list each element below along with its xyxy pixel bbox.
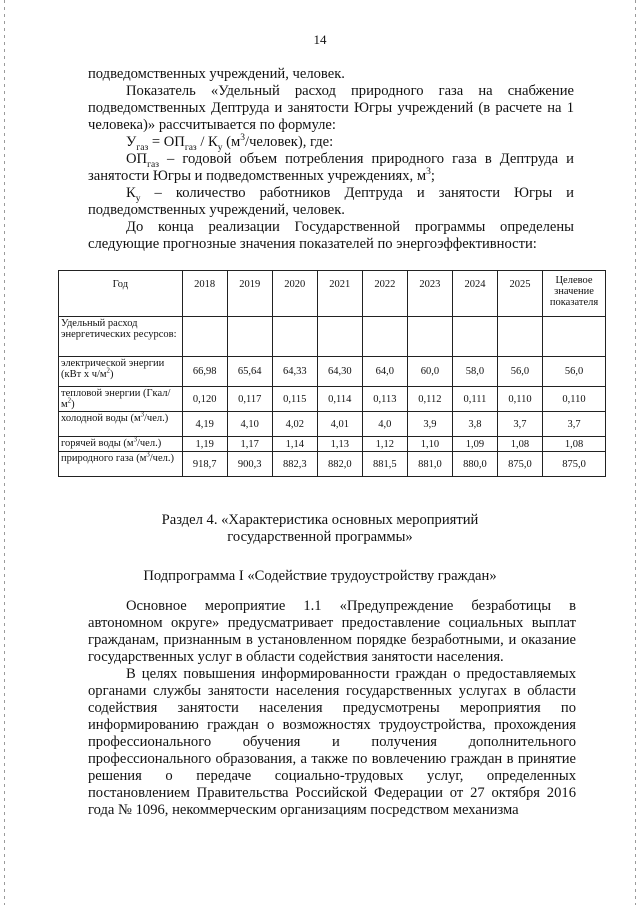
energy-indicators-table-wrap: [58, 270, 606, 477]
formula-line: $У_{газ} = ОП_{газ} / К_у$ $(м^3/человек)$, где:: [126, 133, 334, 153]
row-value-2019: 4,10: [227, 412, 272, 437]
row-value-2018: 1,19: [182, 437, 227, 452]
energy-indicators-table: [58, 270, 606, 477]
row-value-2025: 3,7: [497, 412, 542, 437]
header-year-2020: 2020: [272, 271, 317, 317]
row-value-2021: 882,0: [317, 452, 362, 477]
row-value-2022: 64,0: [362, 357, 407, 387]
header-year-2019: 2019: [227, 271, 272, 317]
row-value-2024: 880,0: [452, 452, 497, 477]
header-target-value: Целевое значение показателя: [543, 271, 606, 317]
body-text: [88, 598, 576, 819]
section-heading-line-2: государственной программы»: [227, 529, 413, 545]
header-year-2022: 2022: [362, 271, 407, 317]
row-label: горячей воды $(м^3/чел.)$: [59, 437, 183, 452]
table-row: [59, 357, 606, 387]
row-value-2021: 1,13: [317, 437, 362, 452]
header-year-2018: 2018: [182, 271, 227, 317]
intro-indicator-description: Показатель «Удельный расход природного газа на снабжение подведомственных Дептруда и занятости Югры учреждений (в расчете на 1 человека)» рассчитывается по формуле:: [88, 83, 574, 133]
subprogram-heading: Подпрограмма I «Содействие трудоустройству граждан»: [143, 568, 497, 584]
row-value-2025: 1,08: [497, 437, 542, 452]
row-value-2025: 875,0: [497, 452, 542, 477]
scan-edge-left: [4, 0, 5, 905]
formula-k-definition: $К_у$ – количество работников Дептруда и занятости Югры и подведомственных учреждений, человек.: [88, 185, 574, 218]
row-value-2020: 0,115: [272, 387, 317, 412]
section-heading-line-1: Раздел 4. «Характеристика основных мероприятий: [161, 512, 479, 528]
row-value-2024: 0,111: [452, 387, 497, 412]
row-label: электрической энергии (кВт х $ч/м^2$): [59, 357, 183, 387]
row-target-value: 1,08: [543, 437, 606, 452]
row-value-2023: 60,0: [407, 357, 452, 387]
page-number: 14: [313, 32, 327, 47]
formula-op-definition: $ОП_{газ}$ – годовой объем потребления природного газа в Дептруда и занятости Югры и подведомственных учреждениях, $м^3$;: [88, 151, 574, 184]
row-value-2020: 882,3: [272, 452, 317, 477]
row-value-2018: 66,98: [182, 357, 227, 387]
row-value-2023: 881,0: [407, 452, 452, 477]
row-value-2025: 56,0: [497, 357, 542, 387]
row-value-2019: 1,17: [227, 437, 272, 452]
row-target-value: 56,0: [543, 357, 606, 387]
row-value-2025: 0,110: [497, 387, 542, 412]
row-value-2023: 3,9: [407, 412, 452, 437]
table-row: [59, 387, 606, 412]
row-value-2019: 65,64: [227, 357, 272, 387]
table-row: [59, 437, 606, 452]
row-value-2018: 918,7: [182, 452, 227, 477]
row-value-2022: 0,113: [362, 387, 407, 412]
header-year-2021: 2021: [317, 271, 362, 317]
row-value-2019: 0,117: [227, 387, 272, 412]
row-value-2022: 1,12: [362, 437, 407, 452]
row-value-2024: 58,0: [452, 357, 497, 387]
row-value-2023: 0,112: [407, 387, 452, 412]
intro-line-1: подведомственных учреждений, человек.: [88, 66, 345, 82]
row-value-2020: 64,33: [272, 357, 317, 387]
row-target-value: 875,0: [543, 452, 606, 477]
table-row: [59, 452, 606, 477]
header-year-label: Год: [59, 271, 183, 317]
row-value-2020: 1,14: [272, 437, 317, 452]
header-year-2024: 2024: [452, 271, 497, 317]
forecast-intro: До конца реализации Государственной программы определены следующие прогнозные значения показателей по энергоэффективности:: [88, 219, 574, 252]
row-value-2021: 64,30: [317, 357, 362, 387]
table-group-row: [59, 317, 606, 357]
body-paragraph-1: Основное мероприятие 1.1 «Предупреждение безработицы в автономном округе» предусматривает предоставление социальных выплат гражданам, признанным в установленном порядке безработными, и оказание государственных услуг в области содействия занятости населения.: [88, 598, 576, 665]
table-row: [59, 412, 606, 437]
row-label: холодной воды $(м^3/чел.)$: [59, 412, 183, 437]
section-heading: [0, 512, 640, 546]
header-year-2025: 2025: [497, 271, 542, 317]
row-target-value: 3,7: [543, 412, 606, 437]
intro-text: [88, 66, 574, 253]
body-paragraph-2: В целях повышения информированности граждан о предоставляемых органами службы занятости населения государственных услугах в области содействия занятости населения предусмотрены мероприятия по информированию граждан о возможностях трудоустройства, прохождения профессионального обучения и получения дополнительного профессионального образования, а также по вовлечению граждан в принятие решения о передаче социально-трудовых услуг, определенных постановлением Правительства Российской Федерации от 27 октября 2016 года № 1096, некоммерческим организациям посредством механизма: [88, 666, 576, 818]
row-value-2019: 900,3: [227, 452, 272, 477]
row-value-2020: 4,02: [272, 412, 317, 437]
row-value-2023: 1,10: [407, 437, 452, 452]
row-value-2021: 0,114: [317, 387, 362, 412]
row-value-2018: 0,120: [182, 387, 227, 412]
row-value-2018: 4,19: [182, 412, 227, 437]
header-year-2023: 2023: [407, 271, 452, 317]
row-value-2024: 3,8: [452, 412, 497, 437]
row-target-value: 0,110: [543, 387, 606, 412]
scan-edge-right: [635, 0, 636, 905]
row-label: природного газа $(м^3/чел.)$: [59, 452, 183, 477]
row-value-2024: 1,09: [452, 437, 497, 452]
row-value-2022: 4,0: [362, 412, 407, 437]
row-value-2022: 881,5: [362, 452, 407, 477]
table-header-row: [59, 271, 606, 317]
row-label: тепловой энергии $(Гкал/м^2)$: [59, 387, 183, 412]
row-value-2021: 4,01: [317, 412, 362, 437]
group-label: Удельный расход энергетических ресурсов:: [59, 317, 183, 357]
